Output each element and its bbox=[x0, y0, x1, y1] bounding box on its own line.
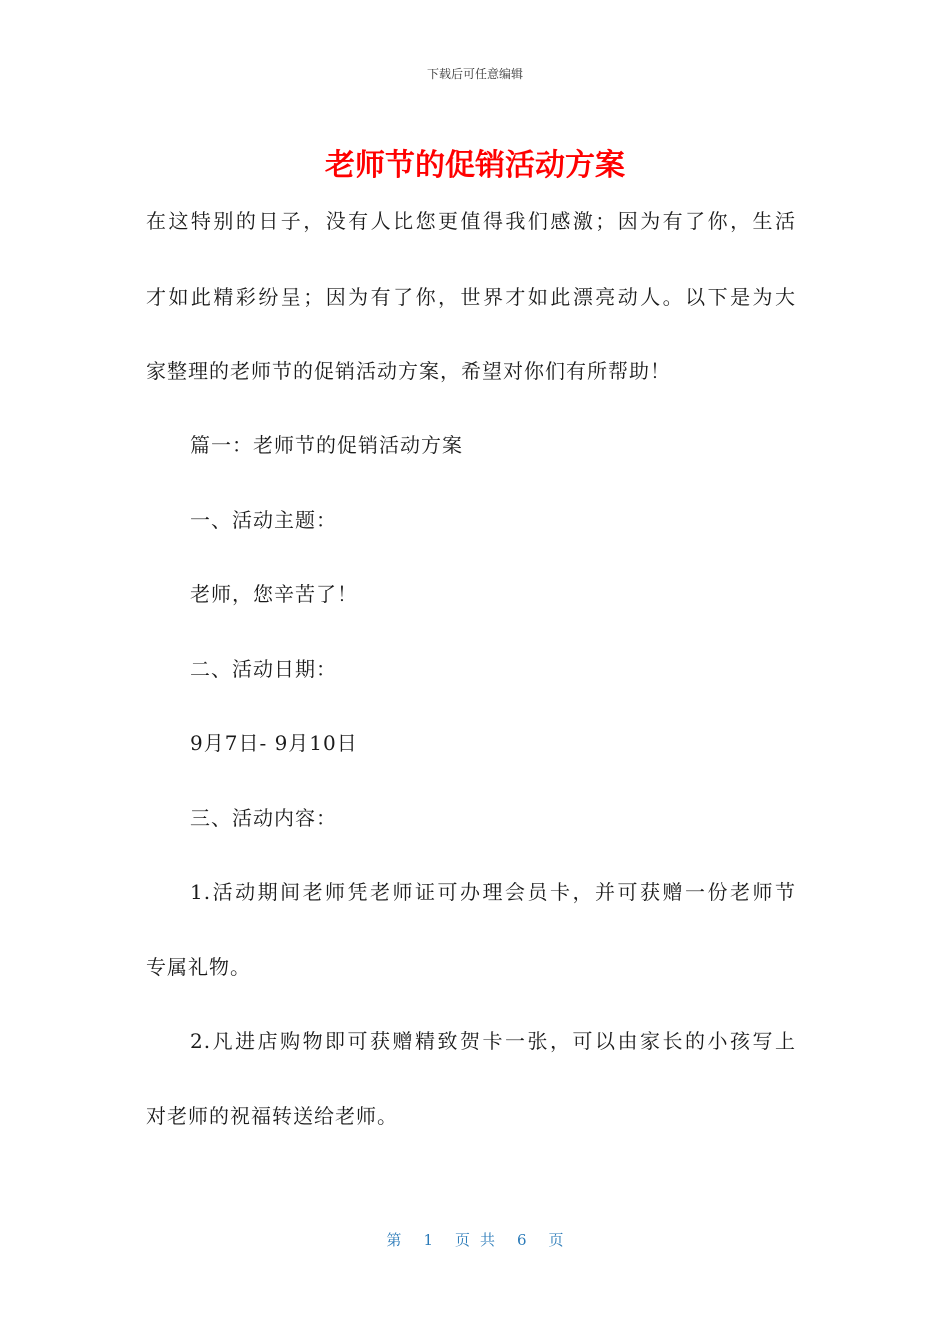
footer-page-middle: 页共 bbox=[454, 1231, 505, 1249]
paragraph-line: 在这特别的日子，没有人比您更值得我们感激；因为有了你，生活 bbox=[146, 209, 796, 233]
paragraph-line: 家整理的老师节的促销活动方案，希望对你们有所帮助！ bbox=[146, 359, 671, 383]
paragraph-line: 才如此精彩纷呈；因为有了你，世界才如此漂亮动人。以下是为大 bbox=[146, 285, 796, 309]
paragraph-line: 2.凡进店购物即可获赠精致贺卡一张，可以由家长的小孩写上 bbox=[190, 1029, 796, 1053]
paragraph-line: 1.活动期间老师凭老师证可办理会员卡，并可获赠一份老师节 bbox=[190, 880, 796, 904]
paragraph-line: 老师，您辛苦了！ bbox=[190, 582, 358, 606]
paragraph-line: 9月7日- 9月10日 bbox=[190, 731, 358, 755]
paragraph-line: 专属礼物。 bbox=[146, 955, 251, 979]
section-heading: 二、活动日期： bbox=[190, 657, 337, 681]
section-heading: 篇一：老师节的促销活动方案 bbox=[190, 433, 463, 457]
document-title: 老师节的促销活动方案 bbox=[325, 148, 625, 183]
header-note: 下载后可任意编辑 bbox=[426, 67, 523, 81]
section-heading: 一、活动主题： bbox=[190, 508, 337, 532]
footer-page-prefix: 第 bbox=[386, 1231, 402, 1249]
page-footer bbox=[0, 1230, 950, 1250]
paragraph-line: 对老师的祝福转送给老师。 bbox=[146, 1104, 398, 1128]
section-heading: 三、活动内容： bbox=[190, 806, 337, 830]
footer-current-page: 1 bbox=[423, 1231, 433, 1249]
footer-total-pages: 6 bbox=[517, 1231, 527, 1249]
footer-page-suffix: 页 bbox=[548, 1231, 564, 1249]
